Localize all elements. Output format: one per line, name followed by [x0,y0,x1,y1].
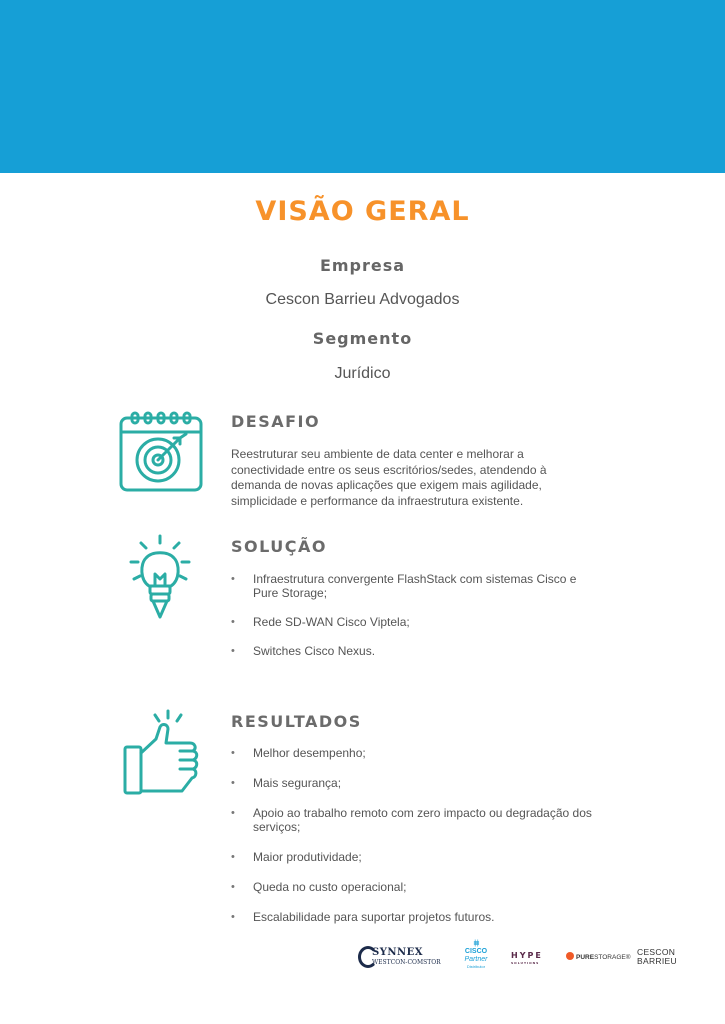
segment-label: Segmento [312,329,413,348]
lightbulb-icon [128,534,192,620]
page-title: VISÃO GERAL [255,196,470,227]
hype-logo [511,951,543,965]
cisco-partner-logo [458,940,494,976]
hype-logo-name: HYPE [511,951,543,960]
results-title: RESULTADOS [231,712,362,731]
cisco-logo-name: CISCO [464,948,488,955]
list-item: • Queda no custo operacional; [231,880,601,894]
cescon-logo-line2: BARRIEU [637,956,677,966]
header-band [0,0,725,173]
list-item: • Maior produtividade; [231,850,601,864]
company-label: Empresa [319,256,406,275]
segment-value: Jurídico [334,365,391,382]
cisco-logo-distributor: Distributor [466,964,486,969]
list-item: • Melhor desempenho; [231,746,601,760]
hype-logo-sub: SOLUTIONS [511,961,540,965]
pure-logo-suffix: STORAGE [594,954,626,961]
list-item: • Switches Cisco Nexus. [231,644,601,658]
results-list [231,746,601,940]
list-item: • Mais segurança; [231,776,601,790]
target-calendar-icon [118,410,204,494]
list-item: • Escalabilidade para suportar projetos futuros. [231,910,601,924]
pure-logo-reg: ® [625,954,631,961]
solution-list [231,572,601,673]
challenge-text: Reestruturar seu ambiente de data center e melhorar a conectividade entre os seus escritórios/sedes, atendendo à demanda de novas aplicações que exigem mais agilidade, simplicidade e performance da infraestrutura existente. [231,447,547,508]
list-item: • Rede SD-WAN Cisco Viptela; [231,615,601,629]
pure-storage-logo [566,952,631,961]
cescon-barrieu-logo [637,948,677,966]
challenge-title: DESAFIO [231,412,321,431]
cisco-bars-icon: ı|ıı|ı [473,940,479,947]
cescon-logo-line1: CESCON [637,947,676,957]
cisco-logo-partner: Partner [464,956,488,963]
pure-storage-mark-icon [566,952,574,960]
pure-logo-brand: PURE [576,954,595,961]
list-item: • Infraestrutura convergente FlashStack com sistemas Cisco e Pure Storage; [231,572,601,600]
solution-title: SOLUÇÃO [231,537,327,556]
company-value: Cescon Barrieu Advogados [265,291,460,308]
synnex-logo [358,946,444,970]
thumbs-up-icon [122,709,200,797]
synnex-logo-name: SYNNEX [372,947,424,958]
synnex-logo-sub: WESTCON-COMSTOR [372,959,441,966]
partner-logos [355,938,685,978]
list-item: • Apoio ao trabalho remoto com zero impacto ou degradação dos serviços; [231,806,601,834]
